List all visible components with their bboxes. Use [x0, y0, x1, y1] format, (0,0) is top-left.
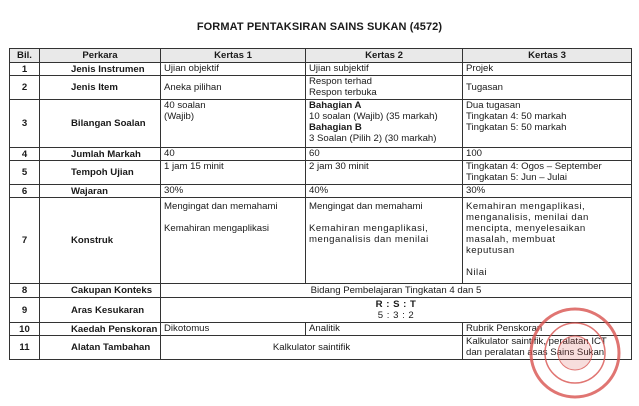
cell-line: Tingkatan 4: Ogos – September — [466, 161, 602, 172]
cell-line: Mengingat dan memahami — [309, 201, 423, 212]
row-item: Kaedah Penskoran — [40, 323, 161, 336]
cell-line: Dua tugasan — [466, 100, 521, 111]
cell-line: Tingkatan 5: 50 markah — [466, 122, 567, 133]
section-label: Bahagian B — [309, 122, 362, 133]
cell-line: Tingkatan 5: Jun – Julai — [466, 172, 567, 183]
cell-merged: Kalkulator saintifik — [161, 336, 463, 360]
cell-merged: Bidang Pembelajaran Tingkatan 4 dan 5 — [161, 284, 632, 298]
row-item: Jenis Item — [40, 76, 161, 100]
cell-line: Kemahiran mengaplikasi — [164, 223, 270, 234]
row-number: 9 — [10, 298, 40, 323]
header-kertas-2: Kertas 2 — [306, 49, 463, 63]
assessment-format-table — [9, 48, 632, 360]
table-row — [10, 336, 632, 360]
cell-kertas-3: 100 — [463, 148, 632, 161]
cell-kertas-1 — [161, 100, 306, 148]
row-item: Bilangan Soalan — [40, 100, 161, 148]
cell-kertas-3 — [463, 336, 632, 360]
cell-kertas-1 — [161, 198, 306, 284]
cell-line: menganalisis, menilai dan — [466, 212, 589, 223]
row-item: Aras Kesukaran — [40, 298, 161, 323]
cell-line: (Wajib) — [164, 111, 195, 122]
section-label: Bahagian A — [309, 100, 362, 111]
cell-line: mencipta, menyelesaikan — [466, 223, 586, 234]
blank-line — [164, 212, 302, 223]
blank-line — [466, 256, 628, 267]
cell-line: Respon terbuka — [309, 87, 377, 98]
row-item: Jenis Instrumen — [40, 63, 161, 76]
header-kertas-3: Kertas 3 — [463, 49, 632, 63]
row-number: 4 — [10, 148, 40, 161]
cell-kertas-2 — [306, 198, 463, 284]
cell-kertas-2: Analitik — [306, 323, 463, 336]
blank-line — [309, 212, 459, 223]
cell-kertas-3 — [463, 198, 632, 284]
cell-line: menganalisis dan menilai — [309, 234, 429, 245]
header-bil: Bil. — [10, 49, 40, 63]
cell-line: keputusan — [466, 245, 515, 256]
cell-kertas-3 — [463, 161, 632, 185]
row-item: Tempoh Ujian — [40, 161, 161, 185]
cell-kertas-1: Aneka pilihan — [161, 76, 306, 100]
cell-kertas-1: 1 jam 15 minit — [161, 161, 306, 185]
table-row — [10, 198, 632, 284]
cell-line: Kemahiran mengaplikasi, — [466, 201, 586, 212]
cell-kertas-1: 40 — [161, 148, 306, 161]
cell-kertas-3: Projek — [463, 63, 632, 76]
cell-kertas-1: Ujian objektif — [161, 63, 306, 76]
row-number: 11 — [10, 336, 40, 360]
row-item: Konstruk — [40, 198, 161, 284]
cell-line: 10 soalan (Wajib) (35 markah) — [309, 111, 438, 122]
cell-line: masalah, membuat — [466, 234, 556, 245]
cell-line: Kemahiran mengaplikasi, — [309, 223, 429, 234]
cell-line: 3 Soalan (Pilih 2) (30 markah) — [309, 133, 437, 144]
ratio-value: 5 : 3 : 2 — [377, 310, 415, 321]
cell-kertas-2 — [306, 76, 463, 100]
header-perkara: Perkara — [40, 49, 161, 63]
cell-merged — [161, 298, 632, 323]
cell-kertas-3: Tugasan — [463, 76, 632, 100]
cell-kertas-2: 40% — [306, 185, 463, 198]
table-row — [10, 323, 632, 336]
row-number: 7 — [10, 198, 40, 284]
cell-kertas-3: 30% — [463, 185, 632, 198]
row-item: Wajaran — [40, 185, 161, 198]
cell-line: Kalkulator saintifik, peralatan ICT — [466, 336, 607, 347]
table-row — [10, 76, 632, 100]
cell-line: 40 soalan — [164, 100, 206, 111]
row-item: Jumlah Markah — [40, 148, 161, 161]
row-number: 10 — [10, 323, 40, 336]
cell-kertas-3 — [463, 100, 632, 148]
cell-line: Respon terhad — [309, 76, 372, 87]
table-row — [10, 284, 632, 298]
ratio-label: R : S : T — [375, 299, 417, 310]
page-title: FORMAT PENTAKSIRAN SAINS SUKAN (4572) — [196, 21, 443, 33]
table-row — [10, 63, 632, 76]
cell-line: Nilai — [466, 267, 488, 278]
cell-line: dan peralatan asas Sains Sukan — [466, 347, 605, 358]
row-item: Alatan Tambahan — [40, 336, 161, 360]
table-row — [10, 148, 632, 161]
row-number: 1 — [10, 63, 40, 76]
row-number: 8 — [10, 284, 40, 298]
row-number: 2 — [10, 76, 40, 100]
table-row — [10, 298, 632, 323]
cell-kertas-2 — [306, 100, 463, 148]
table-header-row — [10, 49, 632, 63]
header-kertas-1: Kertas 1 — [161, 49, 306, 63]
table-row — [10, 185, 632, 198]
cell-kertas-2: 2 jam 30 minit — [306, 161, 463, 185]
row-number: 6 — [10, 185, 40, 198]
cell-kertas-2: 60 — [306, 148, 463, 161]
row-number: 3 — [10, 100, 40, 148]
table-row — [10, 100, 632, 148]
cell-kertas-1: Dikotomus — [161, 323, 306, 336]
row-item: Cakupan Konteks — [40, 284, 161, 298]
cell-line: Mengingat dan memahami — [164, 201, 278, 212]
cell-kertas-2: Ujian subjektif — [306, 63, 463, 76]
table-row — [10, 161, 632, 185]
cell-kertas-1: 30% — [161, 185, 306, 198]
row-number: 5 — [10, 161, 40, 185]
cell-kertas-3: Rubrik Penskoran — [463, 323, 632, 336]
cell-line: Tingkatan 4: 50 markah — [466, 111, 567, 122]
